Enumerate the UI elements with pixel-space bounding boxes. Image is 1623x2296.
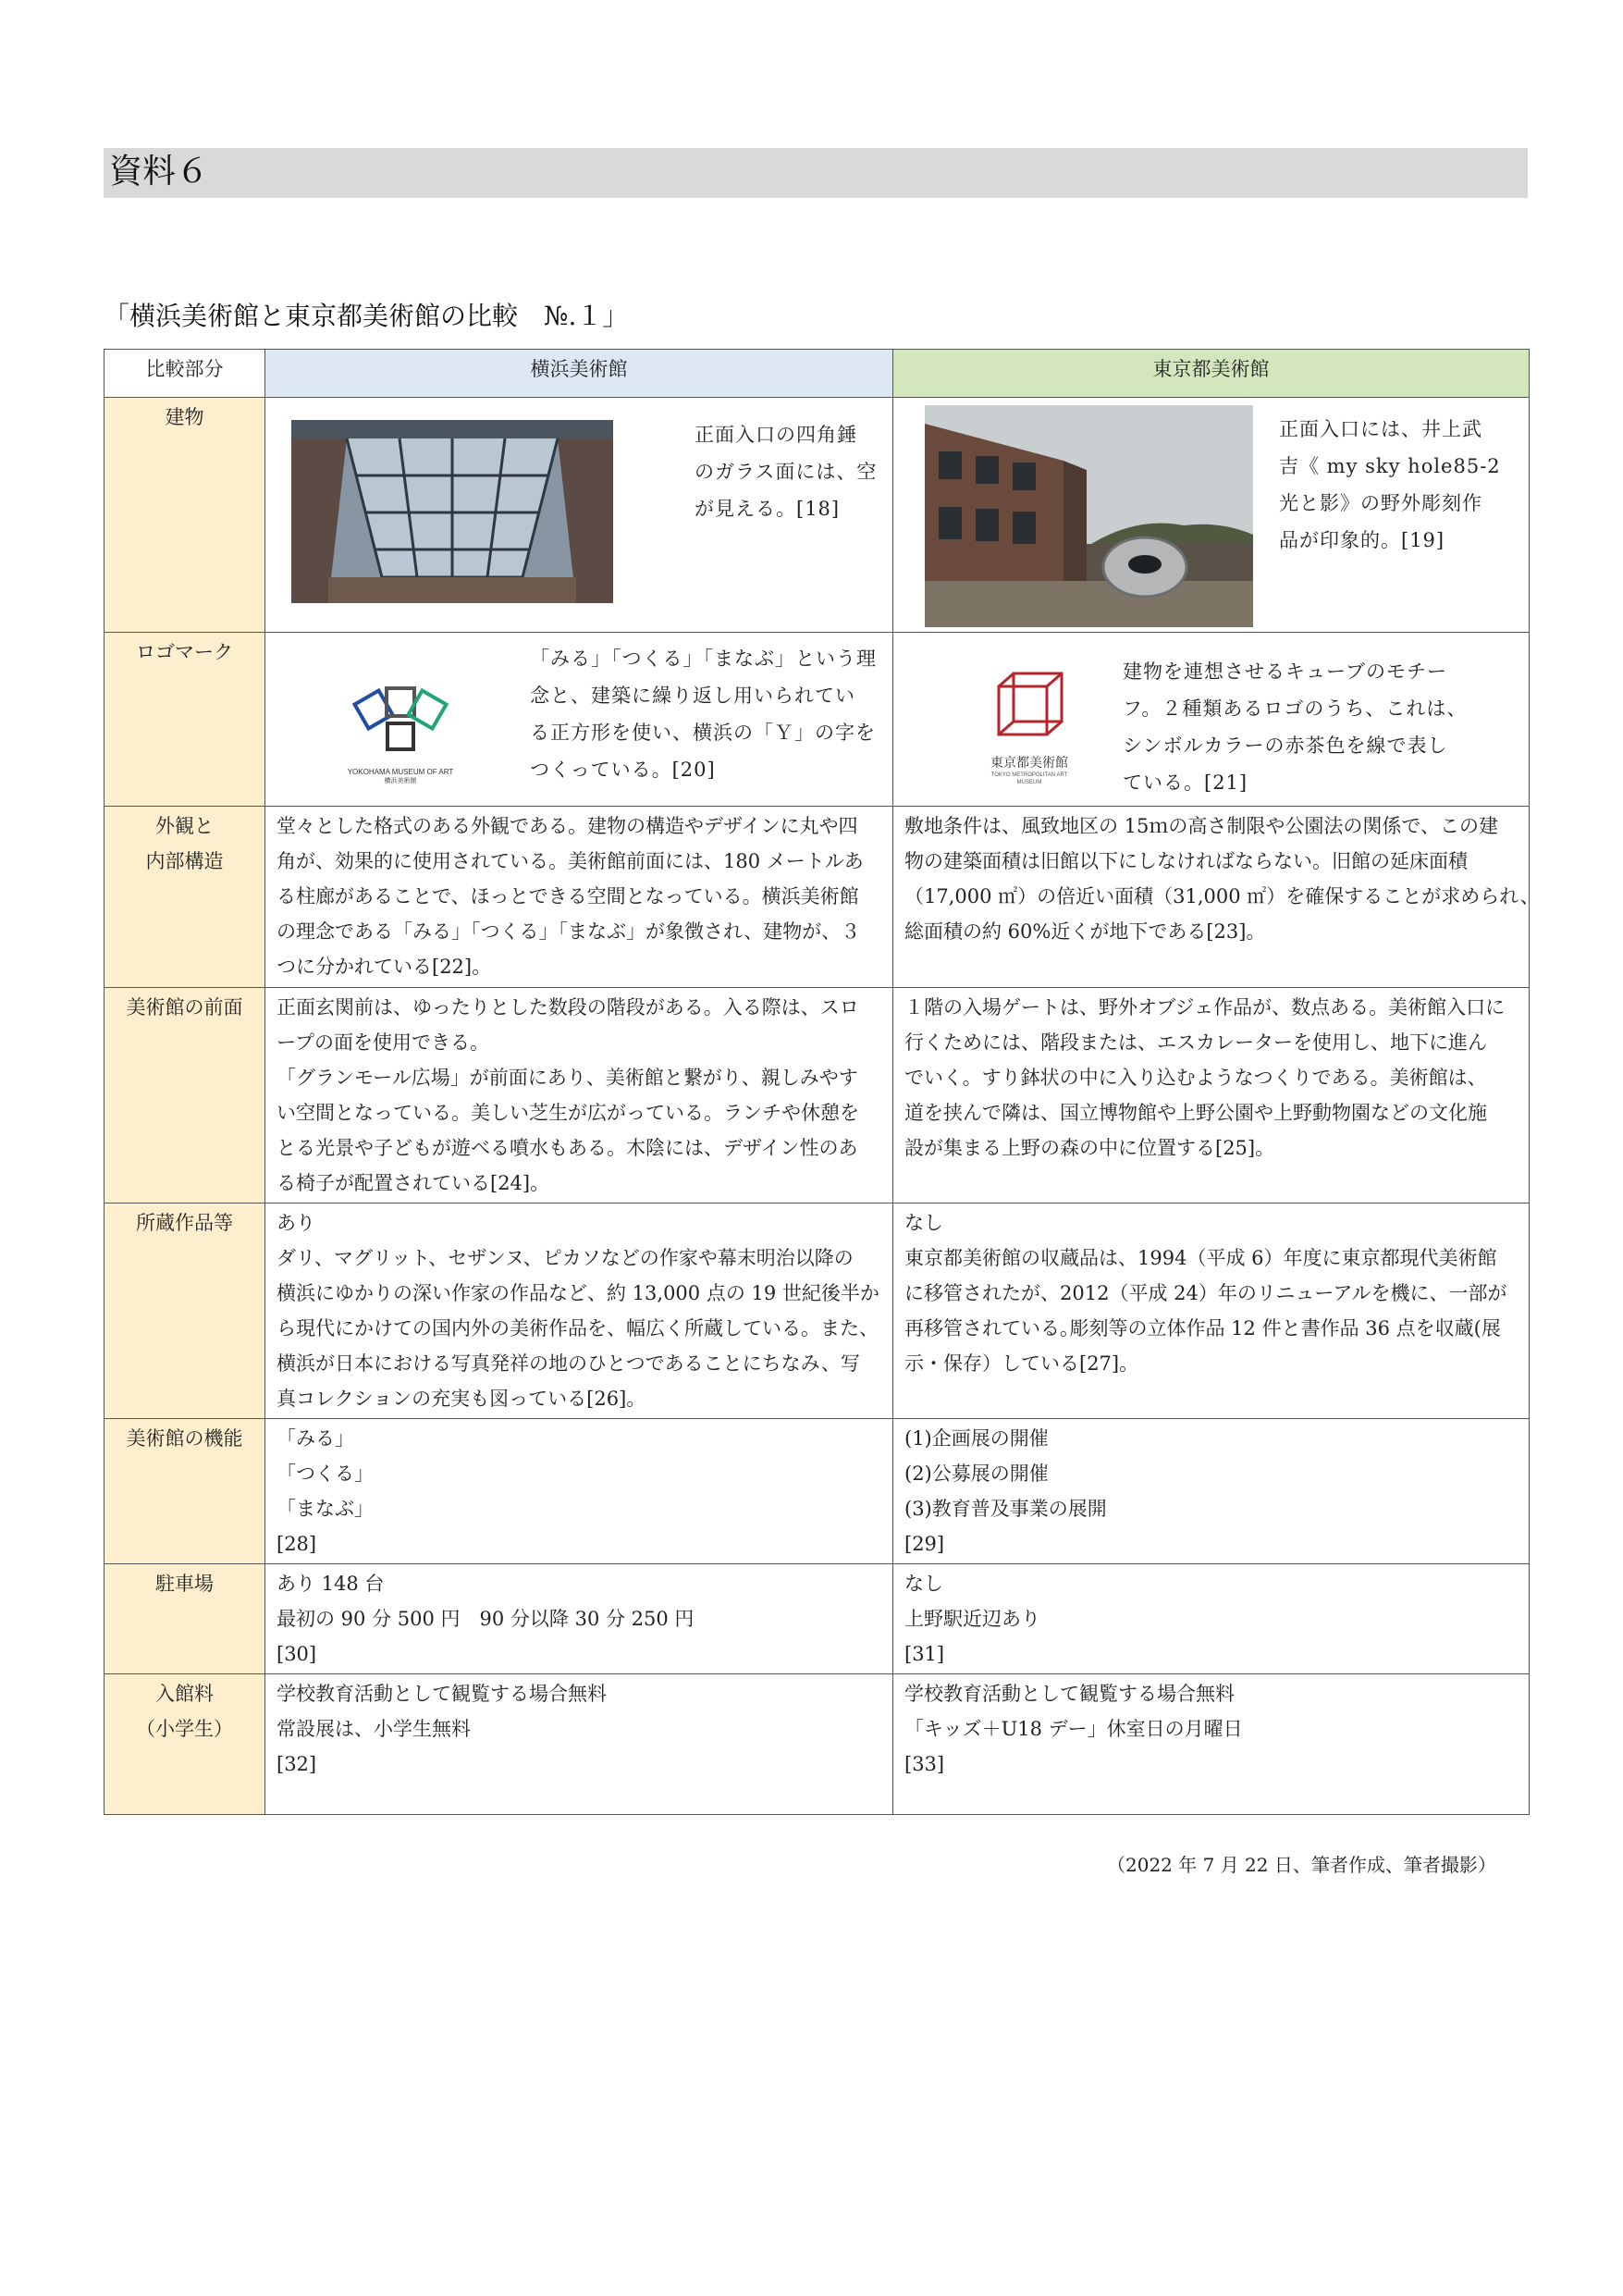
text-line: 「まなぶ」	[277, 1498, 374, 1520]
row-exterior	[105, 807, 1530, 988]
row-building	[105, 398, 1530, 633]
text-line: 吉《 my sky hole85-2	[1279, 455, 1501, 477]
tokyo-admission-cell	[893, 1674, 1530, 1815]
header-yokohama: 横浜美術館	[265, 350, 893, 398]
yokohama-parking-cell	[265, 1564, 893, 1674]
text-line: 正面入口には、井上武	[1279, 418, 1482, 440]
tokyo-building-desc	[1279, 411, 1501, 559]
text-line: あり	[277, 1212, 315, 1234]
text-line: (1)企画展の開催	[904, 1427, 1049, 1450]
text-line: る椅子が配置されている[24]。	[277, 1172, 550, 1194]
row-admission	[105, 1674, 1530, 1815]
text-line: 正面玄関前は、ゆったりとした数段の階段がある。入る際は、スロ	[277, 996, 859, 1018]
text-line: 上野駅近辺あり	[904, 1608, 1040, 1630]
yokohama-building-cell	[265, 398, 893, 633]
text-line: 「つくる」	[277, 1463, 374, 1485]
category-logo: ロゴマーク	[105, 633, 265, 807]
text-line: ダリ、マグリット、セザンヌ、ピカソなどの作家や幕末明治以降の	[277, 1247, 854, 1269]
yokohama-admission-cell	[265, 1674, 893, 1815]
row-front	[105, 988, 1530, 1204]
text-line: [32]	[277, 1753, 317, 1775]
text-line: 「みる」「つくる」「まなぶ」という理	[530, 648, 877, 670]
text-line: 「キッズ＋U18 デー」休室日の月曜日	[904, 1718, 1243, 1740]
tokyo-logo-subtext: TOKYO METROPOLITAN ART MUSEUM	[990, 772, 1068, 785]
text-line: 真コレクションの充実も図っている[26]。	[277, 1388, 646, 1410]
yokohama-logo-text: YOKOHAMA MUSEUM OF ART	[347, 768, 454, 776]
text-line: 「グランモール広場」が前面にあり、美術館と繋がり、親しみやす	[277, 1067, 858, 1089]
comparison-table	[104, 349, 1540, 1815]
text-line: [30]	[277, 1643, 317, 1665]
tokyo-collection-cell	[893, 1204, 1530, 1419]
text-line: が見える。[18]	[695, 498, 841, 520]
text-line: る柱廊があることで、ほっとできる空間となっている。横浜美術館	[277, 885, 859, 907]
category-front: 美術館の前面	[105, 988, 265, 1204]
yokohama-function-cell	[265, 1419, 893, 1564]
text-line: 学校教育活動として観覧する場合無料	[904, 1683, 1235, 1705]
yokohama-collection-cell	[265, 1204, 893, 1419]
tokyo-logo-desc	[1123, 653, 1467, 801]
category-line: （小学生）	[136, 1718, 233, 1740]
text-line: 品が印象的。[19]	[1279, 529, 1445, 551]
yokohama-entrance-photo	[291, 420, 613, 603]
text-line: 行くためには、階段または、エスカレーターを使用し、地下に進ん	[904, 1031, 1487, 1054]
text-line: [33]	[904, 1753, 945, 1775]
text-line: ら現代にかけての国内外の美術作品を、幅広く所蔵している。また、	[277, 1317, 879, 1339]
tokyo-logo-text: 東京都美術館	[990, 756, 1068, 771]
text-line: 横浜にゆかりの深い作家の作品など、約 13,000 点の 19 世紀後半か	[277, 1282, 879, 1304]
text-line: の理念である「みる」「つくる」「まなぶ」が象徴され、建物が、３	[277, 920, 861, 943]
source-note: （2022 年 7 月 22 日、筆者作成、筆者撮影）	[1107, 1854, 1496, 1876]
yokohama-front-cell	[265, 988, 893, 1204]
text-line: シンボルカラーの赤茶色を線で表し	[1123, 734, 1448, 757]
text-line: 念と、建築に繰り返し用いられてい	[530, 685, 855, 707]
text-line: でいく。すり鉢状の中に入り込むようなつくりである。美術館は、	[904, 1067, 1487, 1089]
text-line: い空間となっている。美しい芝生が広がっている。ランチや休憩を	[277, 1102, 859, 1124]
text-line: 常設展は、小学生無料	[277, 1718, 471, 1740]
header-tokyo: 東京都美術館	[893, 350, 1530, 398]
row-function	[105, 1419, 1530, 1564]
text-line: なし	[904, 1573, 943, 1595]
text-line: 再移管されている｡彫刻等の立体作品 12 件と書作品 36 点を収蔵(展	[904, 1317, 1501, 1339]
text-line: 道を挟んで隣は、国立博物館や上野公園や上野動物園などの文化施	[904, 1102, 1487, 1124]
tokyo-sculpture-photo	[925, 405, 1253, 627]
text-line: １階の入場ゲートは、野外オブジェ作品が、数点ある。美術館入口に	[904, 996, 1506, 1018]
text-line: [29]	[904, 1533, 945, 1555]
section-header-bar	[104, 148, 1528, 198]
yokohama-logo	[336, 683, 465, 784]
tokyo-function-cell	[893, 1419, 1530, 1564]
text-line: 角が、効果的に使用されている。美術館前面には、180 メートルあ	[277, 850, 864, 872]
category-parking: 駐車場	[105, 1564, 265, 1674]
text-line: ている。[21]	[1123, 772, 1248, 794]
category-exterior	[105, 807, 265, 988]
header-category: 比較部分	[105, 350, 265, 398]
text-line: る正方形を使い、横浜の「Ｙ」の字を	[530, 722, 876, 744]
category-function: 美術館の機能	[105, 1419, 265, 1564]
text-line: ープの面を使用できる。	[277, 1031, 489, 1054]
text-line: 物の建築面積は旧館以下にしなければならない。旧館の延床面積	[904, 850, 1468, 872]
text-line: 最初の 90 分 500 円 90 分以降 30 分 250 円	[277, 1608, 695, 1630]
category-building: 建物	[105, 398, 265, 633]
text-line: フ。２種類あるロゴのうち、これは、	[1123, 697, 1468, 720]
text-line: [28]	[277, 1533, 317, 1555]
text-line: 光と影》の野外彫刻作	[1279, 492, 1482, 514]
tokyo-front-cell	[893, 988, 1530, 1204]
yokohama-building-desc	[695, 416, 877, 527]
tokyo-exterior-cell	[893, 807, 1540, 988]
yokohama-logo-cell	[265, 633, 893, 807]
text-line: に移管されたが、2012（平成 24）年のリニューアルを機に、一部が	[904, 1282, 1507, 1304]
text-line: 堂々とした格式のある外観である。建物の構造やデザインに丸や四	[277, 815, 858, 837]
text-line: つくっている。[20]	[530, 759, 716, 781]
text-line: (2)公募展の開催	[904, 1463, 1049, 1485]
text-line: （17,000 ㎡）の倍近い面積（31,000 ㎡）を確保することが求められ、	[904, 885, 1540, 907]
text-line: 示・保存）している[27]。	[904, 1352, 1139, 1375]
category-admission	[105, 1674, 265, 1815]
row-collection	[105, 1204, 1530, 1419]
text-line: 「みる」	[277, 1427, 354, 1450]
text-line: (3)教育普及事業の展開	[904, 1498, 1107, 1520]
text-line: なし	[904, 1212, 943, 1234]
document-title: 「横浜美術館と東京都美術館の比較 №.１」	[104, 301, 629, 331]
text-line: 敷地条件は、風致地区の 15ｍの高さ制限や公園法の関係で、この建	[904, 815, 1498, 837]
text-line: 横浜が日本における写真発祥の地のひとつであることにちなみ、写	[277, 1352, 860, 1375]
category-line: 外観と	[155, 815, 214, 837]
category-line: 入館料	[155, 1683, 214, 1705]
row-parking	[105, 1564, 1530, 1674]
section-title: 資料６	[109, 153, 210, 191]
tokyo-logo-cell	[893, 633, 1530, 807]
row-logo	[105, 633, 1530, 807]
text-line: つに分かれている[22]。	[277, 956, 492, 978]
yokohama-logo-desc	[530, 640, 877, 788]
tokyo-logo	[978, 666, 1080, 785]
text-line: のガラス面には、空	[695, 461, 878, 483]
text-line: 正面入口の四角錘	[695, 424, 857, 446]
category-collection: 所蔵作品等	[105, 1204, 265, 1419]
text-line: [31]	[904, 1643, 945, 1665]
text-line: とる光景や子どもが遊べる噴水もある。木陰には、デザイン性のあ	[277, 1137, 858, 1159]
category-line: 内部構造	[145, 850, 224, 872]
yokohama-exterior-cell	[265, 807, 893, 988]
tokyo-building-cell	[893, 398, 1530, 633]
text-line: 総面積の約 60%近くが地下である[23]。	[904, 920, 1266, 943]
header-row	[105, 350, 1530, 398]
text-line: 学校教育活動として観覧する場合無料	[277, 1683, 607, 1705]
text-line: 設が集まる上野の森の中に位置する[25]。	[904, 1137, 1275, 1159]
text-line: あり 148 台	[277, 1573, 385, 1595]
text-line: 建物を連想させるキューブのモチー	[1123, 660, 1447, 683]
text-line: 東京都美術館の収蔵品は、1994（平成 6）年度に東京都現代美術館	[904, 1247, 1497, 1269]
yokohama-logo-subtext: 横浜美術館	[384, 778, 417, 784]
tokyo-parking-cell	[893, 1564, 1530, 1674]
